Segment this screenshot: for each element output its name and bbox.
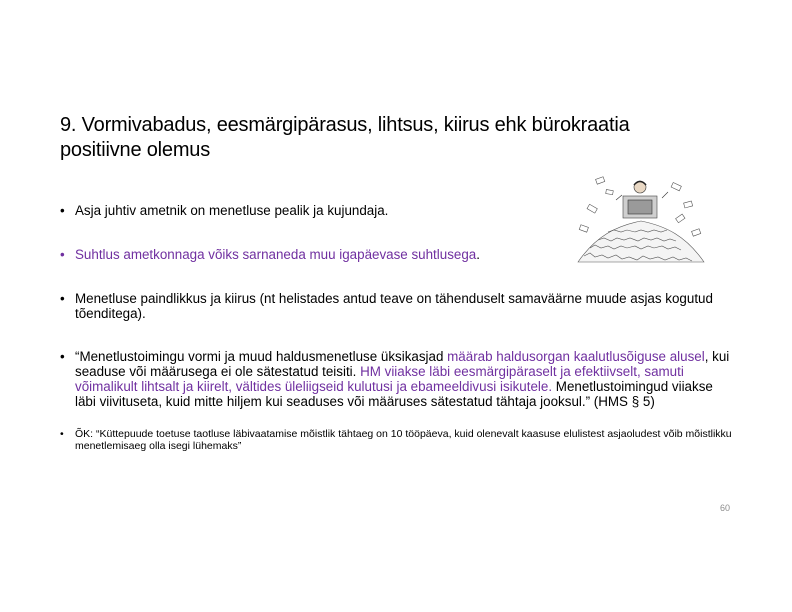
bullet-dot: • [60,291,65,306]
bullet-5-text: ÕK: “Küttepuude toetuse taotluse läbivaatamise mõistlik tähtaeg on 10 tööpäeva, kuid olenevalt kaasuse elulistest asjaoludest võib mõistlikku menetlemisaeg olla isegi lühemaks” [75,428,732,452]
bullet-dot: • [60,203,65,218]
bullet-4-highlight-2: HM viiakse läbi eesmärgipäraselt ja efektiivselt, samuti võimalikult lihtsalt ja kiirelt, vältides üleliigseid kulutusi ja ebameeldivusi isikutele. [75,364,684,394]
bullet-4-text [75,349,736,409]
bullet-dot: • [60,428,64,440]
bullet-2-highlight: Suhtlus ametkonnaga võiks sarnaneda muu igapäevase suhtlusega [75,247,477,262]
bullet-4-part-3: Menetlustoimingud viiakse läbi viivituseta, kuid mitte hiljem kui seaduses või määruses sätestatud tähtaja jooksul.” (HMS § 5) [75,379,713,409]
slide-title-line-1: 9. Vormivabadus, eesmärgipärasus, lihtsus, kiirus ehk bürokraatia [60,114,630,136]
bullet-4 [60,349,736,409]
slide-title [60,113,720,163]
bullet-2-end: . [476,247,480,262]
paperwork-illustration [576,176,706,264]
bullet-4-part-2: , kui seaduse või määrusega ei ole sätestatud teisiti. [75,349,730,379]
bullet-3 [60,291,736,321]
slide-title-line-2: positiivne olemus [60,139,211,161]
bullet-1-text: Asja juhtiv ametnik on menetluse pealik ja kujundaja. [75,203,389,218]
bureaucrat-paper-pile-icon [576,176,706,264]
bullet-5 [60,428,736,452]
bullet-dot: • [60,247,65,262]
bullet-4-highlight-1: määrab haldusorgan kaalutlusõiguse alusel [447,349,705,364]
page-number: 60 [720,503,731,513]
bullet-dot: • [60,349,65,364]
bullet-4-part-1: “Menetlustoimingu vormi ja muud haldusmenetluse üksikasjad [75,349,448,364]
bullet-3-text: Menetluse paindlikkus ja kiirus (nt helistades antud teave on tähenduselt samaväärne muude asjas kogutud tõenditega). [75,291,713,321]
